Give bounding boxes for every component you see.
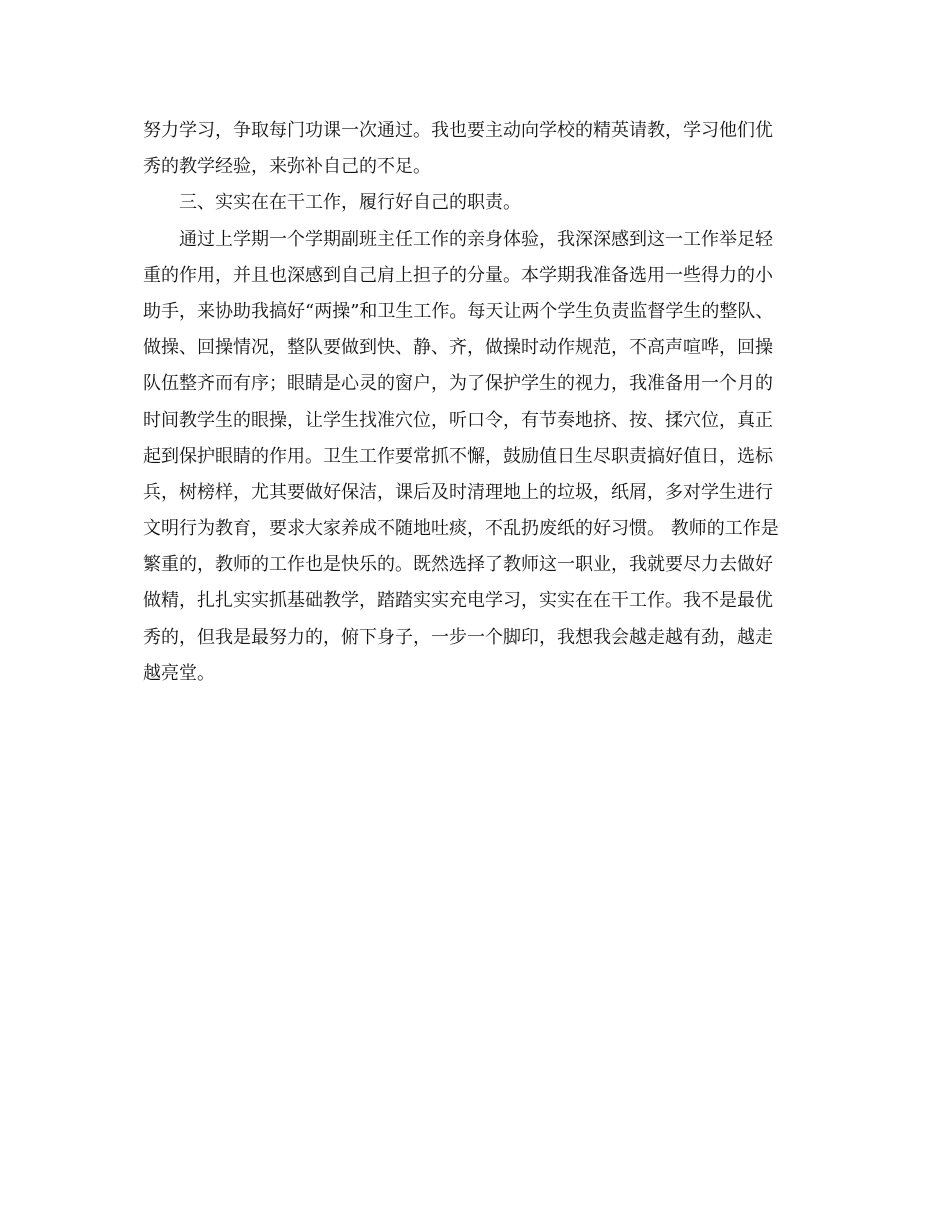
text-line: 助手，来协助我搞好“两操”和卫生工作。每天让两个学生负责监督学生的整队、 xyxy=(143,300,774,322)
text-line: 越亮堂。 xyxy=(143,662,215,684)
text-line: 努力学习，争取每门功课一次通过。我也要主动向学校的精英请教，学习他们优 xyxy=(143,120,773,141)
text-line: 做精，扎扎实实抓基础教学，踏踏实实充电学习，实实在在干工作。我不是最优 xyxy=(143,590,773,612)
text-line: 起到保护眼睛的作用。卫生工作要常抓不懈，鼓励值日生尽职责搞好值日，选标 xyxy=(143,445,773,467)
text-line: 繁重的，教师的工作也是快乐的。既然选择了教师这一职业，我就要尽力去做好 xyxy=(143,554,773,576)
text-line: 做操、回操情况，整队要做到快、静、齐，做操时动作规范，不高声喧哗，回操 xyxy=(143,337,773,359)
text-line: 秀的教学经验，来弥补自己的不足。 xyxy=(143,156,431,178)
text-line: 通过上学期一个学期副班主任工作的亲身体验，我深深感到这一工作举足轻 xyxy=(179,228,773,250)
section-heading: 三、实实在在干工作，履行好自己的职责。 xyxy=(179,192,521,214)
text-line: 兵，树榜样，尤其要做好保洁，课后及时清理地上的垃圾，纸屑，多对学生进行 xyxy=(143,481,773,503)
text-line: 队伍整齐而有序；眼睛是心灵的窗户，为了保护学生的视力，我准备用一个月的 xyxy=(143,373,773,395)
text-line: 文明行为教育，要求大家养成不随地吐痰，不乱扔废纸的好习惯。 教师的工作是 xyxy=(143,518,779,540)
text-line: 重的作用，并且也深感到自己肩上担子的分量。本学期我准备选用一些得力的小 xyxy=(143,264,773,286)
body-text xyxy=(143,113,809,692)
text-line: 秀的，但我是最努力的，俯下身子，一步一个脚印，我想我会越走越有劲，越走 xyxy=(143,626,773,648)
text-line: 时间教学生的眼操，让学生找准穴位，听口令，有节奏地挤、按、揉穴位，真正 xyxy=(143,409,773,431)
